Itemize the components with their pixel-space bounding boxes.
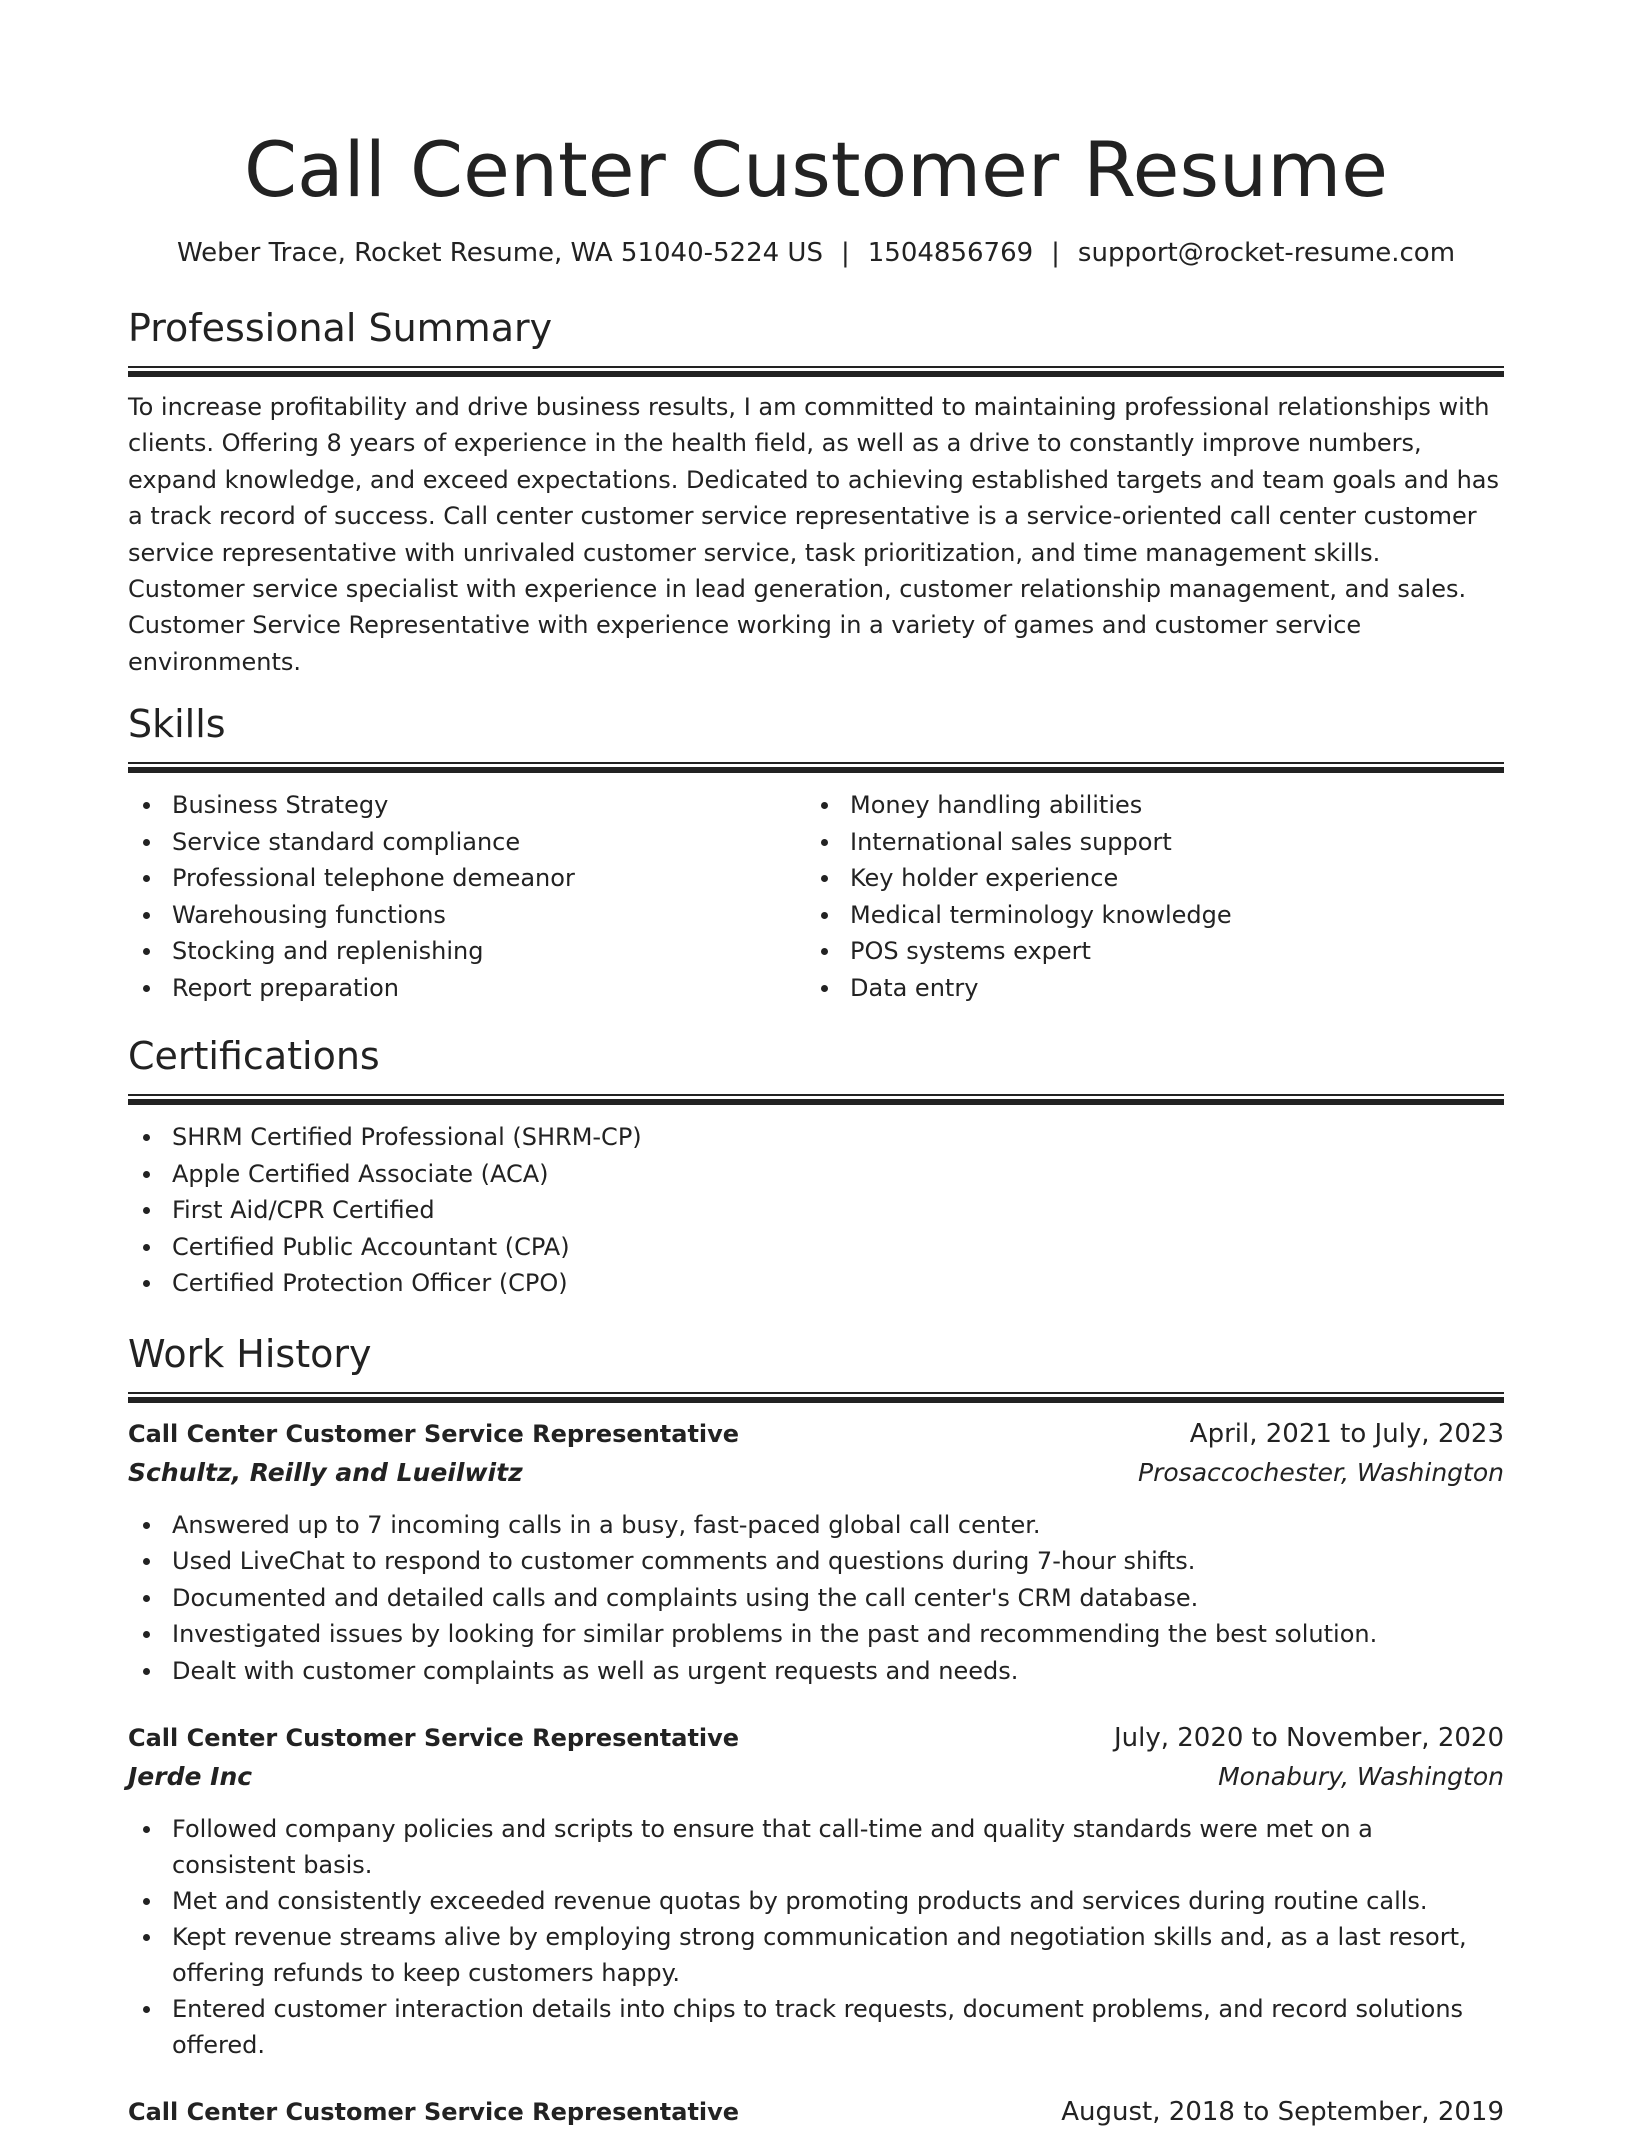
summary-heading: Professional Summary <box>128 306 553 350</box>
job-company: Schultz, Reilly and Lueilwitz <box>128 1457 523 1487</box>
certifications-heading: Certifications <box>128 1034 380 1079</box>
section-divider <box>128 1094 1504 1105</box>
job-subheader <box>128 1453 1504 1493</box>
certification-item: First Aid/CPR Certified <box>128 1192 1504 1229</box>
contact-phone: 1504856769 <box>867 238 1034 268</box>
certification-item: Certified Public Accountant (CPA) <box>128 1229 1504 1266</box>
skill-item: Medical terminology knowledge <box>806 897 1484 934</box>
skill-item: Professional telephone demeanor <box>128 860 806 897</box>
skill-item: Business Strategy <box>128 787 806 824</box>
work-history-heading: Work History <box>128 1331 372 1376</box>
summary-text: To increase profitability and drive business results, I am committed to maintaining professional relationships with clients. Offering 8 years of experience in the health field, as well as a drive to constantly improve numbers, expand knowledge, and exceed expectations. Dedicated to achieving established targets and team goals and has a track record of success. Call center customer service representative is a service-oriented call center customer service representative with unrivaled customer service, task prioritization, and time management skills. Customer service specialist with experience in lead generation, customer relationship management, and sales. Customer Service Representative with experience working in a variety of games and customer service environments. <box>128 393 1500 676</box>
section-divider <box>128 1392 1504 1403</box>
skill-item: International sales support <box>806 824 1484 861</box>
job-location: Monabury, Washington <box>1218 1762 1504 1792</box>
job-bullets <box>128 1507 1504 1690</box>
job-bullet: Documented and detailed calls and complaints using the call center's CRM database. <box>128 1580 1504 1617</box>
resume-page <box>128 0 1504 2131</box>
job-bullet: Investigated issues by looking for similar problems in the past and recommending the best solution. <box>128 1616 1504 1653</box>
certification-item: Certified Protection Officer (CPO) <box>128 1265 1504 1302</box>
skills-section <box>128 700 1504 1006</box>
certifications-section <box>128 1032 1504 1302</box>
job-title: Call Center Customer Service Representative <box>128 1419 740 1448</box>
job-company: Jerde Inc <box>128 1762 253 1792</box>
skill-item: Data entry <box>806 970 1484 1007</box>
job-header <box>128 1719 1504 1757</box>
skill-item: Service standard compliance <box>128 824 806 861</box>
section-divider <box>128 762 1504 773</box>
job-bullets <box>128 1811 1504 2063</box>
job-entry <box>128 2093 1504 2131</box>
job-dates: April, 2021 to July, 2023 <box>1189 1418 1504 1449</box>
job-dates: August, 2018 to September, 2019 <box>1061 2097 1504 2128</box>
skills-list-right <box>806 787 1484 1006</box>
skill-item: Key holder experience <box>806 860 1484 897</box>
skill-item: Report preparation <box>128 970 806 1007</box>
summary-section <box>128 304 1504 680</box>
resume-title: Call Center Customer Resume <box>243 125 1388 214</box>
job-bullet: Dealt with customer complaints as well as urgent requests and needs. <box>128 1653 1504 1690</box>
skill-item: Money handling abilities <box>806 787 1484 824</box>
job-title: Call Center Customer Service Representative <box>128 1724 740 1753</box>
skills-grid <box>128 787 1504 1006</box>
certifications-list <box>128 1119 1504 1302</box>
certification-item: SHRM Certified Professional (SHRM-CP) <box>128 1119 1504 1156</box>
job-dates: July, 2020 to November, 2020 <box>1113 1723 1504 1754</box>
job-subheader <box>128 1757 1504 1797</box>
job-bullet: Met and consistently exceeded revenue quotas by promoting products and services during routine calls. <box>128 1883 1504 1919</box>
job-header <box>128 1415 1504 1453</box>
job-bullet: Followed company policies and scripts to ensure that call-time and quality standards were met on a consistent basis. <box>128 1811 1504 1883</box>
certification-item: Apple Certified Associate (ACA) <box>128 1156 1504 1193</box>
job-entry <box>128 1415 1504 1690</box>
job-bullet: Used LiveChat to respond to customer comments and questions during 7-hour shifts. <box>128 1543 1504 1580</box>
contact-line <box>128 236 1504 270</box>
contact-separator: | <box>840 238 850 268</box>
job-header <box>128 2093 1504 2131</box>
skill-item: Warehousing functions <box>128 897 806 934</box>
job-bullet: Kept revenue streams alive by employing strong communication and negotiation skills and, as a last resort, offering refunds to keep customers happy. <box>128 1919 1504 1991</box>
skill-item: Stocking and replenishing <box>128 933 806 970</box>
job-bullet: Entered customer interaction details into chips to track requests, document problems, and record solutions offered. <box>128 1991 1504 2063</box>
job-entry <box>128 1719 1504 2063</box>
work-history-section <box>128 1330 1504 2131</box>
section-divider <box>128 366 1504 377</box>
skill-item: POS systems expert <box>806 933 1484 970</box>
job-title: Call Center Customer Service Representative <box>128 2098 740 2127</box>
skills-heading: Skills <box>128 702 226 747</box>
contact-email: support@rocket-resume.com <box>1077 238 1456 268</box>
job-bullet: Answered up to 7 incoming calls in a busy, fast-paced global call center. <box>128 1507 1504 1544</box>
contact-separator: | <box>1051 238 1060 268</box>
skills-list-left <box>128 787 806 1006</box>
job-location: Prosaccochester, Washington <box>1138 1457 1504 1487</box>
contact-address: Weber Trace, Rocket Resume, WA 51040-5224 US <box>176 238 823 268</box>
